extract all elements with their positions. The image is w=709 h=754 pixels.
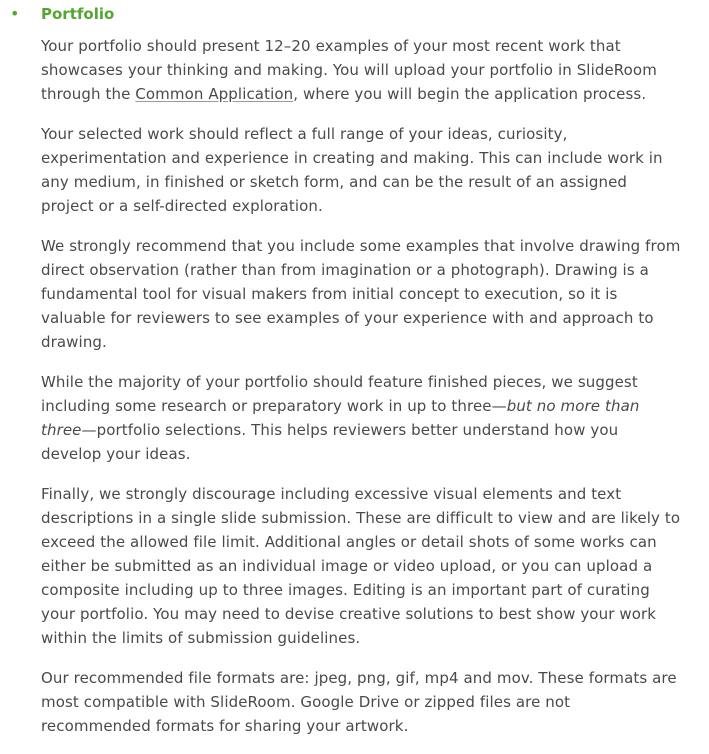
section-heading: Portfolio: [41, 5, 115, 23]
paragraph-1-text-before: Your portfolio should present 12–20 examples of your most recent work that showcases your thinking and making. You will upload your portfolio in SlideRoom through the: [41, 37, 657, 103]
paragraph-4-emphasis: but no more than three: [41, 397, 640, 439]
paragraph-4-text-after: —portfolio selections. This helps reviewers better understand how you develop your ideas.: [41, 421, 619, 463]
bullet-icon: •: [10, 4, 20, 23]
paragraph-3: We strongly recommend that you include some examples that involve drawing from direct observation (rather than from imagination or a photograph). Drawing is a fundamental tool for visual makers from initial concept to execution, so it is valuable for reviewers to see examples of your experience with and approach to drawing.: [41, 237, 681, 351]
paragraph-6: Our recommended file formats are: jpeg, png, gif, mp4 and mov. These formats are most compatible with SlideRoom. Google Drive or zipped files are not recommended formats for sharing your artwork.: [41, 669, 677, 735]
portfolio-content: [41, 34, 681, 754]
paragraph-5: Finally, we strongly discourage including excessive visual elements and text descriptions in a single slide submission. These are difficult to view and are likely to exceed the allowed file limit. Additional angles or detail shots of some works can either be submitted as an individual image or video upload, or you can upload a composite including up to three images. Editing is an important part of curating your portfolio. You may need to devise creative solutions to best show your work within the limits of submission guidelines.: [41, 485, 681, 647]
paragraph-4: [41, 370, 681, 466]
paragraph-1-text-after: , where you will begin the application process.: [293, 85, 647, 103]
paragraph-4-text-before: While the majority of your portfolio should feature finished pieces, we suggest including some research or preparatory work in up to three—: [41, 373, 638, 415]
common-application-link[interactable]: Common Application: [135, 85, 294, 103]
paragraph-1: [41, 34, 681, 106]
paragraph-2: Your selected work should reflect a full range of your ideas, curiosity, experimentation and experience in creating and making. This can include work in any medium, in finished or sketch form, and can be the result of an assigned project or a self-directed exploration.: [41, 125, 663, 215]
